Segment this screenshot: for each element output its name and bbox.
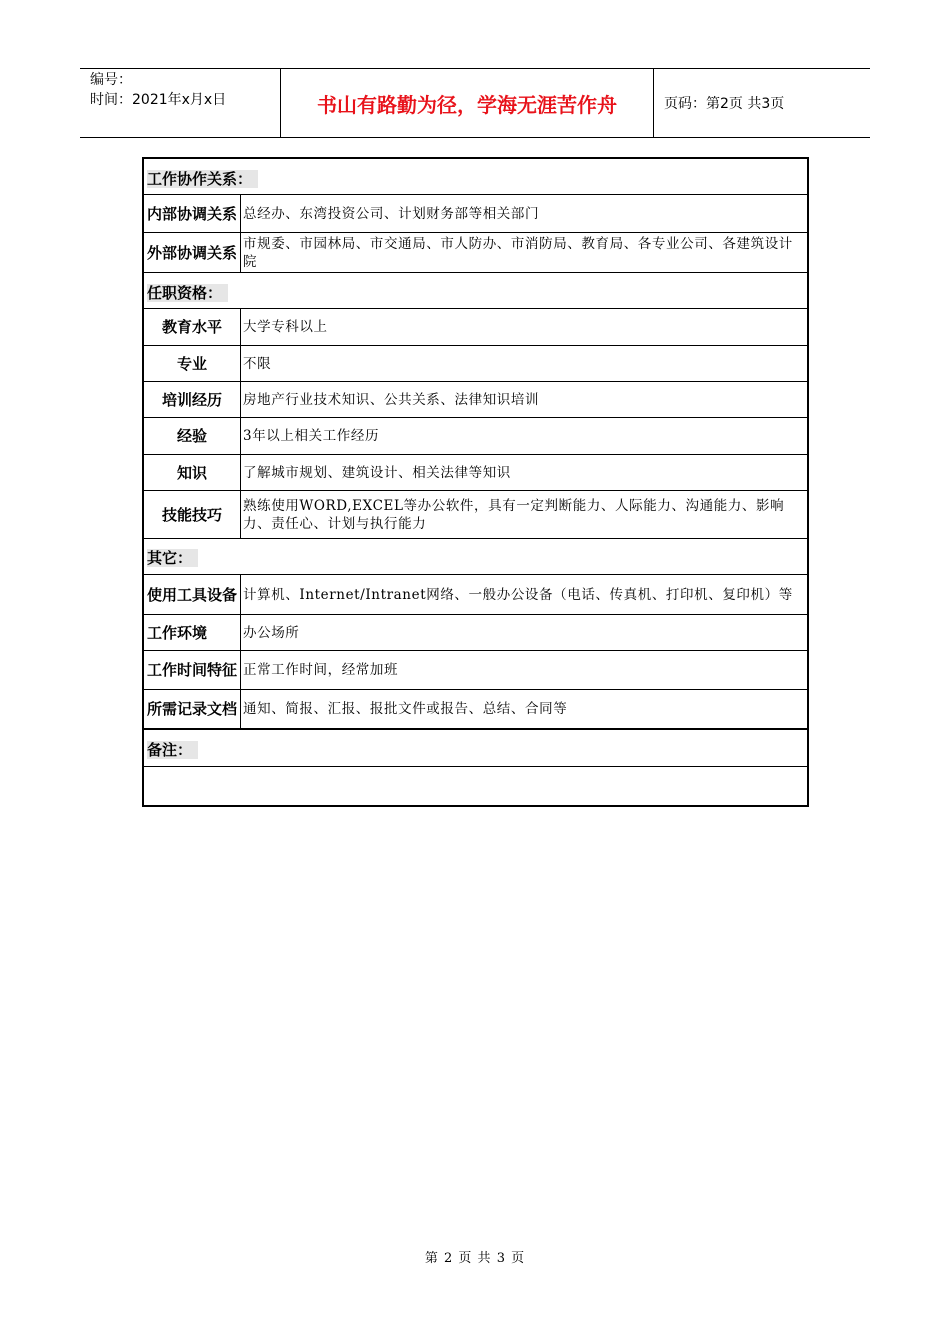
header-motto: 书山有路勤为径，学海无涯苦作舟 bbox=[317, 92, 617, 117]
row-worktime bbox=[144, 651, 807, 690]
internal-coordination-value: 总经办、东湾投资公司、计划财务部等相关部门 bbox=[243, 205, 540, 222]
documents-value: 通知、简报、汇报、报批文件或报告、总结、合同等 bbox=[243, 701, 568, 717]
row-external-coordination bbox=[144, 233, 807, 273]
header-page-info: 页码：第2页 共3页 bbox=[664, 96, 785, 112]
environment-value: 办公场所 bbox=[243, 624, 300, 641]
row-environment bbox=[144, 615, 807, 651]
knowledge-value: 了解城市规划、建筑设计、相关法律等知识 bbox=[243, 464, 511, 481]
worktime-value: 正常工作时间，经常加班 bbox=[243, 662, 399, 678]
section-other-title: 其它： bbox=[147, 549, 198, 567]
row-knowledge bbox=[144, 455, 807, 491]
row-documents bbox=[144, 690, 807, 730]
skills-value: 熟练使用WORD,EXCEL等办公软件，具有一定判断能力、人际能力、沟通能力、影响力、责任心、计划与执行能力 bbox=[243, 497, 785, 532]
education-label: 教育水平 bbox=[144, 309, 241, 345]
doc-time-label: 时间：2021年x月x日 bbox=[90, 92, 227, 108]
page-header bbox=[80, 68, 870, 138]
training-value: 房地产行业技术知识、公共关系、法律知识培训 bbox=[243, 391, 540, 408]
section-other-row bbox=[144, 539, 807, 575]
page-footer: 第 2 页 共 3 页 bbox=[424, 1251, 526, 1266]
external-coordination-value: 市规委、市园林局、市交通局、市人防办、市消防局、教育局、各专业公司、各建筑设计院 bbox=[243, 235, 793, 270]
row-skills bbox=[144, 491, 807, 539]
section-collaboration-row bbox=[144, 159, 807, 195]
worktime-label: 工作时间特征 bbox=[144, 651, 241, 689]
header-meta bbox=[80, 69, 281, 137]
education-value: 大学专科以上 bbox=[243, 319, 328, 335]
tools-value: 计算机、Internet/Intranet网络、一般办公设备（电话、传真机、打印机、复印机）等 bbox=[243, 586, 793, 603]
tools-label: 使用工具设备 bbox=[144, 575, 241, 614]
row-internal-coordination bbox=[144, 195, 807, 233]
header-motto-cell bbox=[281, 69, 654, 137]
doc-code-label: 编号： bbox=[90, 72, 132, 88]
section-qualification-row bbox=[144, 273, 807, 309]
experience-value: 3年以上相关工作经历 bbox=[243, 428, 380, 444]
row-major bbox=[144, 346, 807, 382]
internal-coordination-label: 内部协调关系 bbox=[144, 195, 241, 232]
section-collaboration-title: 工作协作关系： bbox=[147, 170, 258, 188]
external-coordination-label: 外部协调关系 bbox=[144, 233, 241, 272]
section-qualification-title: 任职资格： bbox=[147, 284, 228, 302]
training-label: 培训经历 bbox=[144, 382, 241, 417]
documents-label: 所需记录文档 bbox=[144, 690, 241, 728]
environment-label: 工作环境 bbox=[144, 615, 241, 650]
row-training bbox=[144, 382, 807, 418]
remarks-value bbox=[148, 767, 804, 805]
skills-label: 技能技巧 bbox=[144, 491, 241, 538]
experience-label: 经验 bbox=[144, 418, 241, 454]
section-remarks-title: 备注： bbox=[147, 741, 198, 759]
knowledge-label: 知识 bbox=[144, 455, 241, 490]
row-education bbox=[144, 309, 807, 346]
major-label: 专业 bbox=[144, 346, 241, 381]
section-remarks-row bbox=[144, 730, 807, 767]
row-tools bbox=[144, 575, 807, 615]
job-description-table bbox=[142, 157, 809, 807]
major-value: 不限 bbox=[243, 355, 272, 372]
row-experience bbox=[144, 418, 807, 455]
remarks-content bbox=[144, 767, 807, 805]
